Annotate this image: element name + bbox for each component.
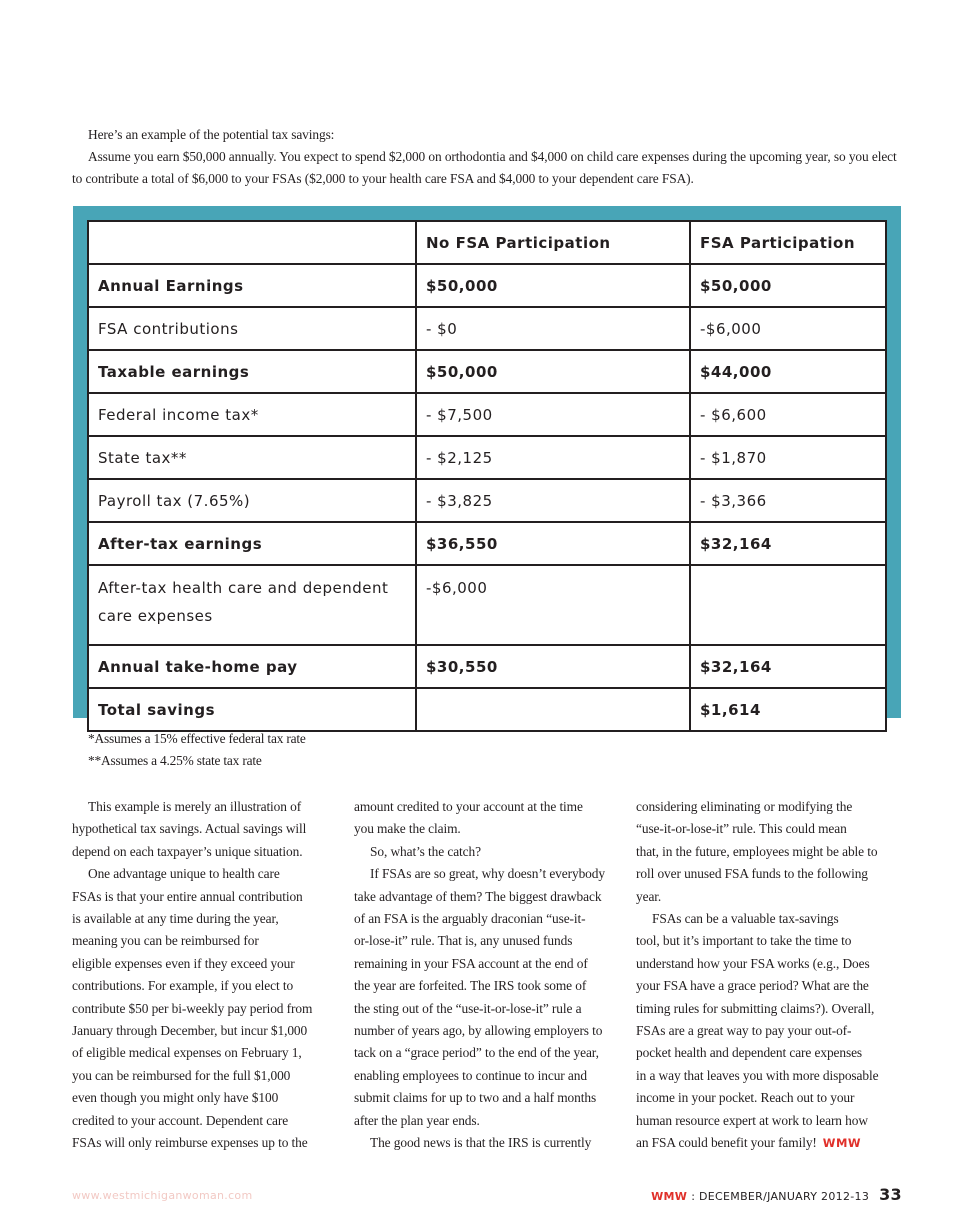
article-line: FSAs is that your entire annual contribution <box>72 888 303 904</box>
row-label: Annual take-home pay <box>88 645 416 688</box>
table-header-row <box>88 221 886 264</box>
article-line: take advantage of them? The biggest drawback <box>354 888 602 904</box>
no-fsa-value: - $3,825 <box>416 479 690 522</box>
article-line: remaining in your FSA account at the end of <box>354 955 588 971</box>
wmw-signature: WMW <box>822 1136 862 1151</box>
article-line: credited to your account. Dependent care <box>72 1112 289 1128</box>
fsa-value: $50,000 <box>690 264 886 307</box>
table-row <box>88 264 886 307</box>
article-line: FSAs will only reimburse expenses up to the <box>72 1135 308 1151</box>
table-row <box>88 307 886 350</box>
page-number: 33 <box>879 1185 902 1204</box>
table-row <box>88 565 886 645</box>
article-line: income in your pocket. Reach out to your <box>636 1090 855 1106</box>
article-line: FSAs are a great way to pay your out-of- <box>636 1023 852 1039</box>
fsa-comparison-table <box>87 220 887 732</box>
no-fsa-value: $50,000 <box>416 350 690 393</box>
table-row <box>88 479 886 522</box>
no-fsa-value: $50,000 <box>416 264 690 307</box>
header-cell <box>88 221 416 264</box>
article-line: This example is merely an illustration of <box>88 799 302 814</box>
table-row <box>88 522 886 565</box>
article-line: understand how your FSA works (e.g., Does <box>636 955 870 971</box>
header-cell: FSA Participation <box>690 221 886 264</box>
article-line <box>636 1132 904 1154</box>
article-line: timing rules for submitting claims?). Overall, <box>636 1000 875 1016</box>
row-label: Total savings <box>88 688 416 731</box>
article-line: you make the claim. <box>354 821 461 837</box>
row-label: FSA contributions <box>88 307 416 350</box>
footnote-federal: *Assumes a 15% effective federal tax rate <box>88 731 306 746</box>
article-line: One advantage unique to health care <box>88 866 280 882</box>
article-line: If FSAs are so great, why doesn’t everybody <box>370 866 605 882</box>
footer-brand: WMW <box>651 1190 688 1203</box>
footnote-state: **Assumes a 4.25% state tax rate <box>88 753 262 768</box>
fsa-value: - $3,366 <box>690 479 886 522</box>
no-fsa-value: - $7,500 <box>416 393 690 436</box>
article-line: meaning you can be reimbursed for <box>72 933 259 949</box>
row-label: Taxable earnings <box>88 350 416 393</box>
no-fsa-value: - $2,125 <box>416 436 690 479</box>
article-line: January through December, but incur $1,000 <box>72 1023 308 1039</box>
no-fsa-value: -$6,000 <box>416 565 690 645</box>
article-line: depend on each taxpayer’s unique situation. <box>72 843 303 859</box>
no-fsa-value: $36,550 <box>416 522 690 565</box>
article-line: The good news is that the IRS is currently <box>370 1135 592 1151</box>
row-label: Federal income tax* <box>88 393 416 436</box>
fsa-value: - $6,600 <box>690 393 886 436</box>
article-line: your FSA have a grace period? What are the <box>636 978 869 994</box>
article-line: considering eliminating or modifying the <box>636 799 853 814</box>
article-line: that, in the future, employees might be able to <box>636 843 878 859</box>
article-line: eligible expenses even if they exceed your <box>72 955 295 971</box>
article-line: or-lose-it” rule. That is, any unused funds <box>354 933 573 949</box>
article-line: enabling employees to continue to incur and <box>354 1067 587 1083</box>
row-label: Annual Earnings <box>88 264 416 307</box>
article-line: hypothetical tax savings. Actual savings will <box>72 821 307 837</box>
table-row <box>88 393 886 436</box>
footer-issue-date: : DECEMBER/JANUARY 2012-13 <box>691 1190 870 1203</box>
no-fsa-value: - $0 <box>416 307 690 350</box>
no-fsa-value: $30,550 <box>416 645 690 688</box>
article-line: of an FSA is the arguably draconian “use-it- <box>354 911 586 927</box>
row-label: After-tax earnings <box>88 522 416 565</box>
article-line: in a way that leaves you with more disposable <box>636 1067 879 1083</box>
row-label: State tax** <box>88 436 416 479</box>
article-line: So, what’s the catch? <box>370 843 481 859</box>
article-line: of eligible medical expenses on February 1, <box>72 1045 302 1061</box>
article-line: tool, but it’s important to take the time to <box>636 933 852 949</box>
article-line: “use-it-or-lose-it” rule. This could mean <box>636 821 847 837</box>
article-line: submit claims for up to two and a half months <box>354 1090 597 1106</box>
row-label: Payroll tax (7.65%) <box>88 479 416 522</box>
article-line: you can be reimbursed for the full $1,000 <box>72 1067 291 1083</box>
intro-line-1: Here’s an example of the potential tax savings: <box>88 127 335 142</box>
article-column-1 <box>72 796 340 1155</box>
article-column-3 <box>636 796 904 1155</box>
footer-issue <box>651 1185 902 1204</box>
table-row <box>88 688 886 731</box>
fsa-value: -$6,000 <box>690 307 886 350</box>
article-line: after the plan year ends. <box>354 1112 480 1128</box>
header-cell: No FSA Participation <box>416 221 690 264</box>
row-label: After-tax health care and dependent care expenses <box>88 565 416 645</box>
intro-line-2: Assume you earn $50,000 annually. You expect to spend $2,000 on orthodontia and $4,000 on child care expenses during the upcoming year, so you elect to contribute a total of $6,000 to your FSAs ($2,000 to your health care FSA and $4,000 to your dependent care FSA). <box>72 149 897 186</box>
article-line: amount credited to your account at the time <box>354 799 583 814</box>
no-fsa-value <box>416 688 690 731</box>
article-line-text: an FSA could benefit your family! <box>636 1135 817 1151</box>
fsa-value <box>690 565 886 645</box>
fsa-value: - $1,870 <box>690 436 886 479</box>
table-row <box>88 350 886 393</box>
article-line: tack on a “grace period” to the end of the year, <box>354 1045 599 1061</box>
article-line: is available at any time during the year, <box>72 911 279 927</box>
table-row <box>88 645 886 688</box>
article-line: pocket health and dependent care expenses <box>636 1045 863 1061</box>
intro-text <box>72 124 908 190</box>
fsa-value: $1,614 <box>690 688 886 731</box>
footer-website-url[interactable]: www.westmichiganwoman.com <box>72 1189 253 1202</box>
article-line: human resource expert at work to learn how <box>636 1112 868 1128</box>
article-line: FSAs can be a valuable tax-savings <box>652 911 839 927</box>
article-line: even though you might only have $100 <box>72 1090 279 1106</box>
article-line: contributions. For example, if you elect to <box>72 978 294 994</box>
article-line: year. <box>636 888 662 904</box>
fsa-value: $32,164 <box>690 645 886 688</box>
article-line: number of years ago, by allowing employers to <box>354 1023 603 1039</box>
footnotes <box>88 728 306 772</box>
article-line: roll over unused FSA funds to the following <box>636 866 868 882</box>
fsa-value: $32,164 <box>690 522 886 565</box>
table-row <box>88 436 886 479</box>
article-line: the year are forfeited. The IRS took some of <box>354 978 587 994</box>
article-column-2 <box>354 796 622 1155</box>
article-line: contribute $50 per bi-weekly pay period from <box>72 1000 313 1016</box>
article-line: the sting out of the “use-it-or-lose-it” rule a <box>354 1000 582 1016</box>
fsa-value: $44,000 <box>690 350 886 393</box>
fsa-table-frame <box>73 206 901 718</box>
